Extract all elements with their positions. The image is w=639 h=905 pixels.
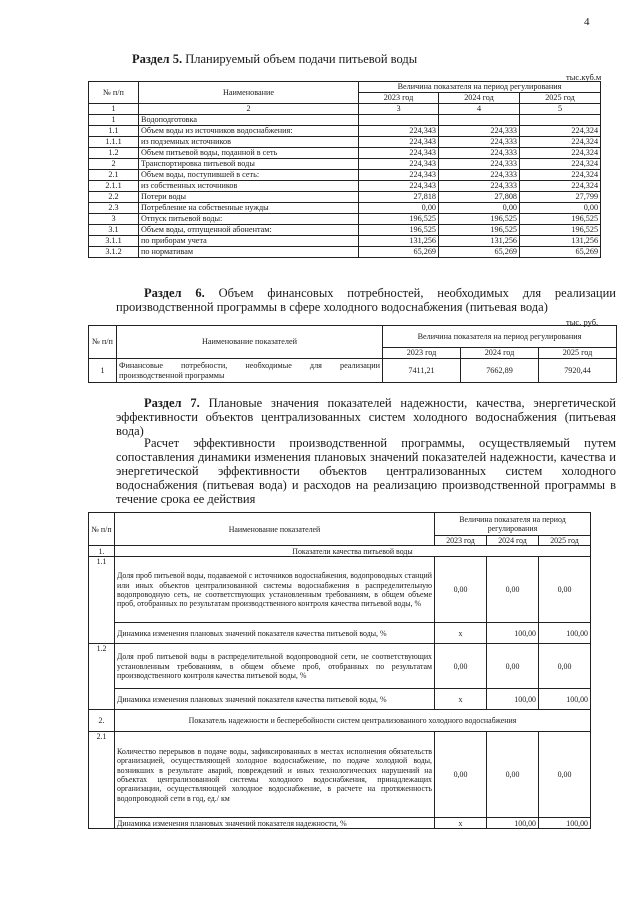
row-value	[359, 115, 439, 126]
row-value	[439, 115, 520, 126]
group-num: 1.	[89, 546, 115, 557]
row-num: 1.1.1	[89, 137, 139, 148]
row-value: 224,343	[359, 137, 439, 148]
row-value: 0,00	[539, 644, 591, 689]
section5-title-text: Планируемый объем подачи питьевой воды	[185, 52, 418, 66]
page-number: 4	[584, 16, 590, 28]
header-year: 2024 год	[487, 536, 539, 546]
row-value: 100,00	[539, 818, 591, 829]
row-name: Финансовые потребности, необходимые для реализации производственной программы	[117, 359, 383, 383]
row-name: Количество перерывов в подаче воды, зафиксированных в местах исполнения обязательств организацией, осуществляющей холодное водоснабжение, по подаче холодной воды, возникших в результате аварий, повреждений и иных технологических нарушений на объектах централизованной системы холодного водоснабжения, принадлежащих организации, осуществляющей холодное водоснабжение, в расчете на протяженность водопроводной сети в год, ед./ км	[115, 732, 435, 818]
group-title: Показатель надежности и бесперебойности систем централизованного холодного водоснабжения	[115, 710, 591, 732]
header-year: 2024 год	[461, 348, 539, 359]
row-value: 100,00	[539, 689, 591, 710]
row-value: 224,324	[520, 126, 601, 137]
row-value: х	[435, 818, 487, 829]
table-row	[89, 214, 601, 225]
row-value: 224,324	[520, 170, 601, 181]
row-num: 1	[89, 115, 139, 126]
table-row	[89, 126, 601, 137]
row-value: 224,324	[520, 137, 601, 148]
row-value: 27,808	[439, 192, 520, 203]
row-num: 2.1	[89, 732, 115, 829]
column-number: 2	[139, 104, 359, 115]
row-value: 224,333	[439, 148, 520, 159]
column-number: 4	[439, 104, 520, 115]
header-name: Наименование показателей	[117, 326, 383, 359]
row-name: Объем воды из источников водоснабжения:	[139, 126, 359, 137]
row-num: 1.1	[89, 126, 139, 137]
row-name: Водоподготовка	[139, 115, 359, 126]
header-year: 2025 год	[539, 348, 617, 359]
group-row	[89, 546, 591, 557]
section6-unit: тыс. руб.	[566, 317, 599, 327]
water-supply-table	[88, 81, 601, 258]
financial-needs-table	[88, 325, 617, 383]
row-name: Динамика изменения плановых значений показателя надежности, %	[115, 818, 435, 829]
row-value: 224,343	[359, 181, 439, 192]
table-row	[89, 225, 601, 236]
row-num: 3.1.1	[89, 236, 139, 247]
row-name: Объем воды, поступившей в сеть:	[139, 170, 359, 181]
row-num: 1.1	[89, 557, 115, 644]
row-name: из подземных источников	[139, 137, 359, 148]
row-value: 65,269	[439, 247, 520, 258]
row-value: 224,324	[520, 148, 601, 159]
row-value: 0,00	[487, 732, 539, 818]
table-row	[89, 689, 591, 710]
row-value: 100,00	[539, 623, 591, 644]
row-num: 2.1	[89, 170, 139, 181]
section7-title-label: Раздел 7.	[144, 396, 200, 410]
row-value: 196,525	[439, 214, 520, 225]
row-value: 100,00	[487, 623, 539, 644]
table-row	[89, 181, 601, 192]
table-row	[89, 170, 601, 181]
row-name: Отпуск питьевой воды:	[139, 214, 359, 225]
row-value: 65,269	[520, 247, 601, 258]
row-name: из собственных источников	[139, 181, 359, 192]
header-period: Величина показателя на период регулирования	[383, 326, 617, 348]
section6-title	[116, 286, 616, 314]
row-name: Транспортировка питьевой воды	[139, 159, 359, 170]
table-row	[89, 192, 601, 203]
row-value: 224,324	[520, 181, 601, 192]
row-num: 3.1	[89, 225, 139, 236]
row-value: 100,00	[487, 818, 539, 829]
column-number: 3	[359, 104, 439, 115]
row-value	[520, 115, 601, 126]
header-year: 2025 год	[520, 93, 601, 104]
row-value: 0,00	[439, 203, 520, 214]
row-value: 27,799	[520, 192, 601, 203]
table-row	[89, 359, 617, 383]
row-name: Динамика изменения плановых значений показателя качества питьевой воды, %	[115, 623, 435, 644]
table-row	[89, 115, 601, 126]
section5-unit: тыс.куб.м	[566, 72, 602, 82]
row-value: 196,525	[520, 225, 601, 236]
row-num: 1.2	[89, 148, 139, 159]
table-row	[89, 159, 601, 170]
header-year: 2025 год	[539, 536, 591, 546]
row-num: 1	[89, 359, 117, 383]
row-name: Объем питьевой воды, поданной в сеть	[139, 148, 359, 159]
row-value: 7920,44	[539, 359, 617, 383]
section6-title-text: Объем финансовых потребностей, необходимых для реализации производственной программы в сфере холодного водоснабжения (питьевая вода)	[116, 286, 616, 314]
row-name: Динамика изменения плановых значений показателя качества питьевой воды, %	[115, 689, 435, 710]
table-row	[89, 818, 591, 829]
section7-title-text: Плановые значения показателей надежности, качества, энергетической эффективности объектов централизованных систем холодного водоснабжения (питьевая вода)	[116, 396, 617, 438]
header-num: № п/п	[89, 82, 139, 104]
row-value: 0,00	[359, 203, 439, 214]
row-name: Доля проб питьевой воды, подаваемой с источников водоснабжения, водопроводных станций или иных объектов централизованной системы водоснабжения в распределительную водопроводную сеть, не соответствующих установленным требованиям, в общем объеме проб, отобранных по результатам производственного контроля качества питьевой воды, %	[115, 557, 435, 623]
header-year: 2024 год	[439, 93, 520, 104]
row-value: 196,525	[439, 225, 520, 236]
header-period: Величина показателя на период регулирования	[435, 513, 591, 536]
column-number: 5	[520, 104, 601, 115]
row-num: 2.3	[89, 203, 139, 214]
row-value: 0,00	[435, 732, 487, 818]
row-num: 2.1.1	[89, 181, 139, 192]
group-num: 2.	[89, 710, 115, 732]
table-row	[89, 236, 601, 247]
row-value: 224,333	[439, 126, 520, 137]
row-value: 224,333	[439, 159, 520, 170]
row-value: 0,00	[487, 557, 539, 623]
row-value: 224,343	[359, 148, 439, 159]
row-value: 0,00	[539, 557, 591, 623]
header-year: 2023 год	[435, 536, 487, 546]
row-value: 224,343	[359, 126, 439, 137]
row-value: 224,343	[359, 170, 439, 181]
row-name: Потери воды	[139, 192, 359, 203]
row-value: 7662,89	[461, 359, 539, 383]
column-number: 1	[89, 104, 139, 115]
table-row	[89, 557, 591, 623]
table-row	[89, 137, 601, 148]
group-title: Показатели качества питьевой воды	[115, 546, 591, 557]
row-name: по нормативам	[139, 247, 359, 258]
group-row	[89, 710, 591, 732]
header-num: № п/п	[89, 326, 117, 359]
row-name: по приборам учета	[139, 236, 359, 247]
table-row	[89, 203, 601, 214]
row-value: 0,00	[539, 732, 591, 818]
row-value: 7411,21	[383, 359, 461, 383]
row-value: 224,343	[359, 159, 439, 170]
indicators-table	[88, 512, 591, 829]
row-name: Потребление на собственные нужды	[139, 203, 359, 214]
row-value: 131,256	[520, 236, 601, 247]
header-year: 2023 год	[359, 93, 439, 104]
row-value: 0,00	[435, 644, 487, 689]
header-period: Величина показателя на период регулирования	[359, 82, 601, 93]
row-value: 0,00	[487, 644, 539, 689]
header-num: № п/п	[89, 513, 115, 546]
table-row	[89, 623, 591, 644]
row-value: 0,00	[520, 203, 601, 214]
row-num: 1.2	[89, 644, 115, 710]
row-value: 224,333	[439, 170, 520, 181]
section7-paragraph: Расчет эффективности производственной программы, осуществляемый путем сопоставления динамики изменения плановых значений показателей надежности, качества и энергетической эффективности объектов централизованных систем холодного водоснабжения (питьевая вода) и расходов на реализацию производственной программы в течение срока ее действия	[116, 436, 616, 506]
row-name: Доля проб питьевой воды в распределительной водопроводной сети, не соответствующих установленным требованиям, в общем объеме проб, отобранных по результатам производственного контроля качества питьевой воды, %	[115, 644, 435, 689]
section5-title-label: Раздел 5.	[132, 52, 183, 66]
row-value: 196,525	[520, 214, 601, 225]
table-row	[89, 247, 601, 258]
row-num: 3.1.2	[89, 247, 139, 258]
header-name: Наименование показателей	[115, 513, 435, 546]
row-value: 131,256	[359, 236, 439, 247]
row-value: 224,333	[439, 181, 520, 192]
row-value: 65,269	[359, 247, 439, 258]
row-value: 196,525	[359, 225, 439, 236]
header-year: 2023 год	[383, 348, 461, 359]
section5-title	[132, 52, 417, 67]
row-num: 2.2	[89, 192, 139, 203]
header-name: Наименование	[139, 82, 359, 104]
row-value: 0,00	[435, 557, 487, 623]
row-value: х	[435, 689, 487, 710]
table-row	[89, 732, 591, 818]
row-name: Объем воды, отпущенной абонентам:	[139, 225, 359, 236]
section7-title	[116, 396, 616, 438]
row-value: 100,00	[487, 689, 539, 710]
row-value: 196,525	[359, 214, 439, 225]
row-value: 224,333	[439, 137, 520, 148]
row-value: 224,324	[520, 159, 601, 170]
table-row	[89, 148, 601, 159]
row-num: 3	[89, 214, 139, 225]
table-row	[89, 644, 591, 689]
row-value: 131,256	[439, 236, 520, 247]
row-value: х	[435, 623, 487, 644]
row-value: 27,818	[359, 192, 439, 203]
section6-title-label: Раздел 6.	[144, 286, 205, 300]
row-num: 2	[89, 159, 139, 170]
